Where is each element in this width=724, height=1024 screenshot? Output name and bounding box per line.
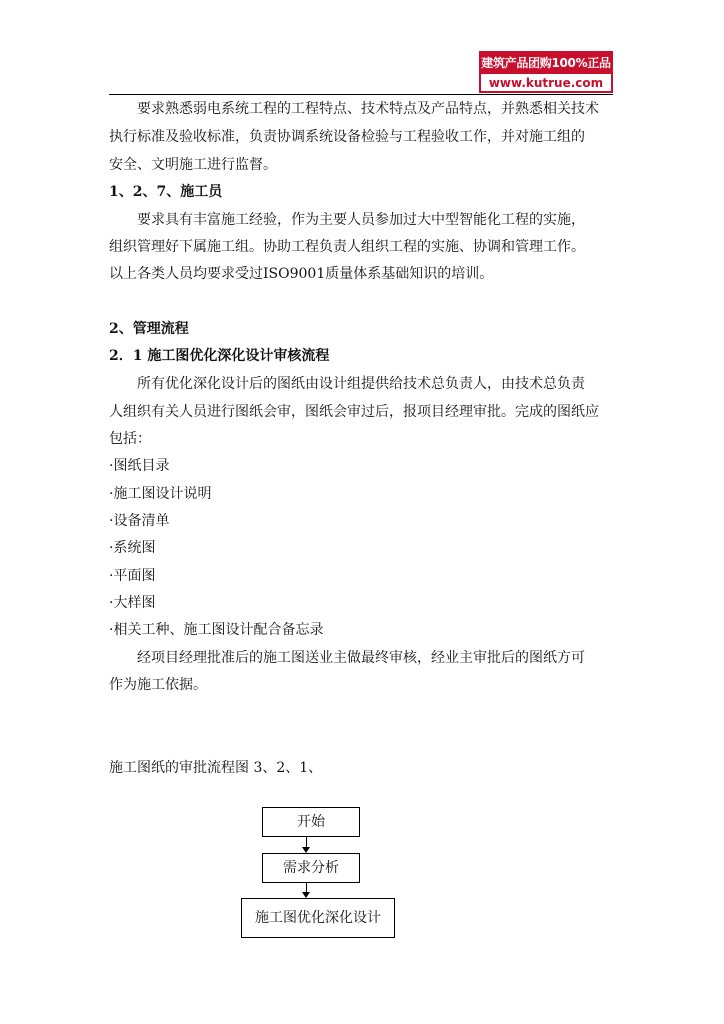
list-item: ·施工图设计说明 (109, 486, 212, 502)
paragraph-line: 作为施工依据。 (109, 677, 207, 693)
list-item: ·设备清单 (109, 513, 170, 529)
paragraph-line: 以上各类人员均要求受过ISO9001质量体系基础知识的培训。 (109, 266, 494, 282)
flow-requirements-label: 需求分析 (283, 860, 339, 876)
list-item: ·大样图 (109, 595, 156, 611)
logo-title: 建筑产品团购100%正品 (481, 53, 611, 74)
section-heading-1-2-7: 1、2、7、施工员 (109, 184, 223, 200)
paragraph-line: 要求具有丰富施工经验，作为主要人员参加过大中型智能化工程的实施， (137, 212, 585, 228)
kutrue-logo (479, 51, 613, 93)
paragraph-line: 所有优化深化设计后的图纸由设计组提供给技术总负责人，由技术总负责 (137, 376, 585, 392)
flow-design-label: 施工图优化深化设计 (255, 910, 381, 926)
flow-start-box (262, 807, 360, 837)
section-heading-2-1: 2．1 施工图优化深化设计审核流程 (109, 348, 330, 364)
list-item: ·系统图 (109, 540, 156, 556)
paragraph-line: 要求熟悉弱电系统工程的工程特点、技术特点及产品特点，并熟悉相关技术 (137, 101, 599, 117)
list-item: ·图纸目录 (109, 458, 170, 474)
header-rule (109, 94, 613, 95)
paragraph-line: 安全、文明施工进行监督。 (109, 157, 277, 173)
flow-requirements-box (262, 853, 360, 883)
flow-start-label: 开始 (297, 814, 325, 830)
logo-url: www.kutrue.com (488, 76, 604, 90)
paragraph-line: 执行标准及验收标准，负责协调系统设备检验与工程验收工作，并对施工组的 (109, 129, 585, 145)
paragraph-line: 经项目经理批准后的施工图送业主做最终审核，经业主审批后的图纸方可 (137, 650, 585, 666)
list-item: ·平面图 (109, 568, 156, 584)
figure-caption: 施工图纸的审批流程图 3、2、1、 (109, 760, 323, 776)
paragraph-line: 组织管理好下属施工组。协助工程负责人组织工程的实施、协调和管理工作。 (109, 239, 585, 255)
paragraph-line: 包括： (109, 431, 151, 447)
list-item: ·相关工种、施工图设计配合备忘录 (109, 622, 324, 638)
paragraph-line: 人组织有关人员进行图纸会审，图纸会审过后，报项目经理审批。完成的图纸应 (109, 404, 599, 420)
section-heading-2: 2、管理流程 (109, 321, 189, 337)
flow-design-box (241, 898, 395, 938)
